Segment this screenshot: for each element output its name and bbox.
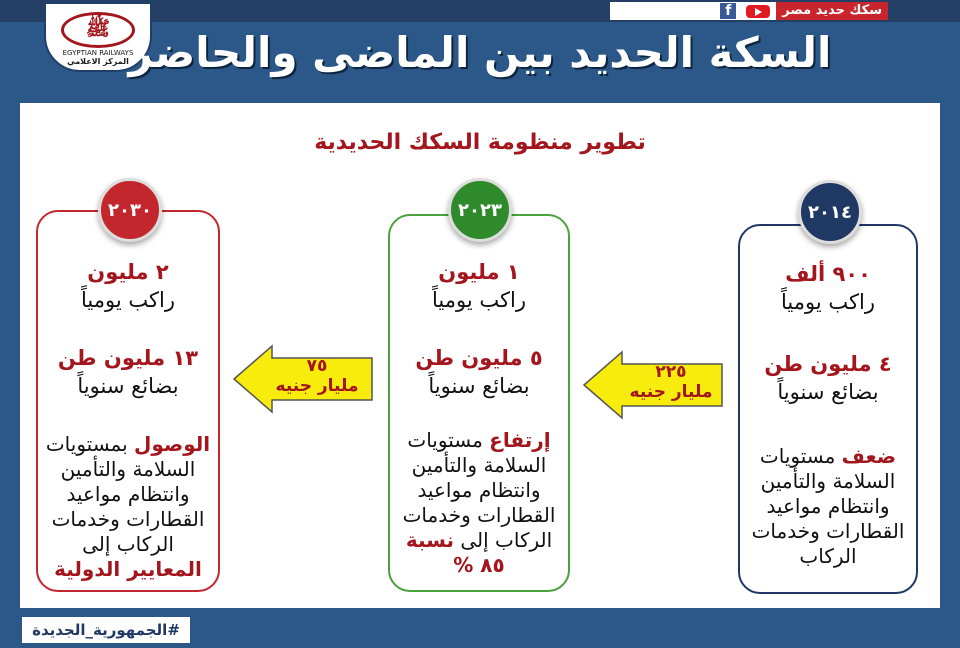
description-2014 <box>746 444 910 569</box>
year-badge-2023: ٢٠٢٣ <box>448 178 512 242</box>
year-badge-2030: ٢٠٣٠ <box>98 178 162 242</box>
investment-unit-2: مليار جنيه <box>275 376 359 396</box>
desc-tail-highlight-2030: المعايير الدولية <box>54 557 202 581</box>
railways-emblem-icon: ﷺ <box>61 12 135 48</box>
year-badge-2014: ٢٠١٤ <box>798 180 862 244</box>
goods-unit-2014: بضائع سنوياً <box>777 380 879 404</box>
investment-unit-1: مليار جنيه <box>629 382 713 402</box>
description-2030 <box>44 432 212 582</box>
desc-highlight-2014: ضعف <box>841 444 897 468</box>
brand-bar <box>610 2 888 20</box>
hashtag[interactable]: #الجمهورية_الجديدة <box>22 617 190 643</box>
riders-unit-2014: راكب يومياً <box>781 290 875 314</box>
page-title: السكة الحديد بين الماضى والحاضر <box>128 28 832 77</box>
riders-unit-2023: راكب يومياً <box>432 288 526 312</box>
desc-rest-2023: مستويات السلامة والتأمين وانتظام مواعيد القطارات وخدمات الركاب <box>402 428 556 552</box>
brand-label: سكك حديد مصر <box>776 2 888 20</box>
desc-tail-2023: إلى <box>460 528 489 552</box>
riders-unit-2030: راكب يومياً <box>81 288 175 312</box>
desc-rest-2030: بمستويات السلامة والتأمين وانتظام مواعيد القطارات وخدمات الركاب إلى <box>45 432 205 556</box>
riders-value-2023: ١ مليون <box>438 260 520 284</box>
logo-english-name: EGYPTIAN RAILWAYS <box>62 49 134 57</box>
card-2030 <box>36 210 220 592</box>
page-subtitle: تطوير منظومة السكك الحديدية <box>314 130 646 155</box>
desc-highlight-2030: الوصول <box>134 432 211 456</box>
desc-rest-2014: مستويات السلامة والتأمين وانتظام مواعيد القطارات وخدمات الركاب <box>751 444 905 568</box>
card-2023 <box>388 214 570 592</box>
goods-value-2023: ٥ مليون طن <box>415 346 543 370</box>
investment-amount-1: ٢٢٥ <box>655 362 687 382</box>
facebook-icon[interactable]: f <box>720 3 736 19</box>
card-2014 <box>738 224 918 594</box>
desc-tail-highlight-2023: نسبة ٨٥ % <box>405 528 505 577</box>
logo-arabic-name: المركز الاعلامي <box>67 57 129 66</box>
investment-label-1 <box>616 362 726 402</box>
goods-unit-2030: بضائع سنوياً <box>77 374 179 398</box>
goods-value-2030: ١٣ مليون طن <box>57 346 199 370</box>
riders-value-2014: ٩٠٠ ألف <box>785 262 871 286</box>
youtube-icon[interactable] <box>746 5 770 18</box>
goods-value-2014: ٤ مليون طن <box>764 352 892 376</box>
investment-amount-2: ٧٥ <box>306 356 328 376</box>
desc-highlight-2023: إرتفاع <box>489 428 551 452</box>
riders-value-2030: ٢ مليون <box>87 260 169 284</box>
investment-label-2 <box>262 356 372 396</box>
goods-unit-2023: بضائع سنوياً <box>428 374 530 398</box>
description-2023 <box>396 428 562 578</box>
